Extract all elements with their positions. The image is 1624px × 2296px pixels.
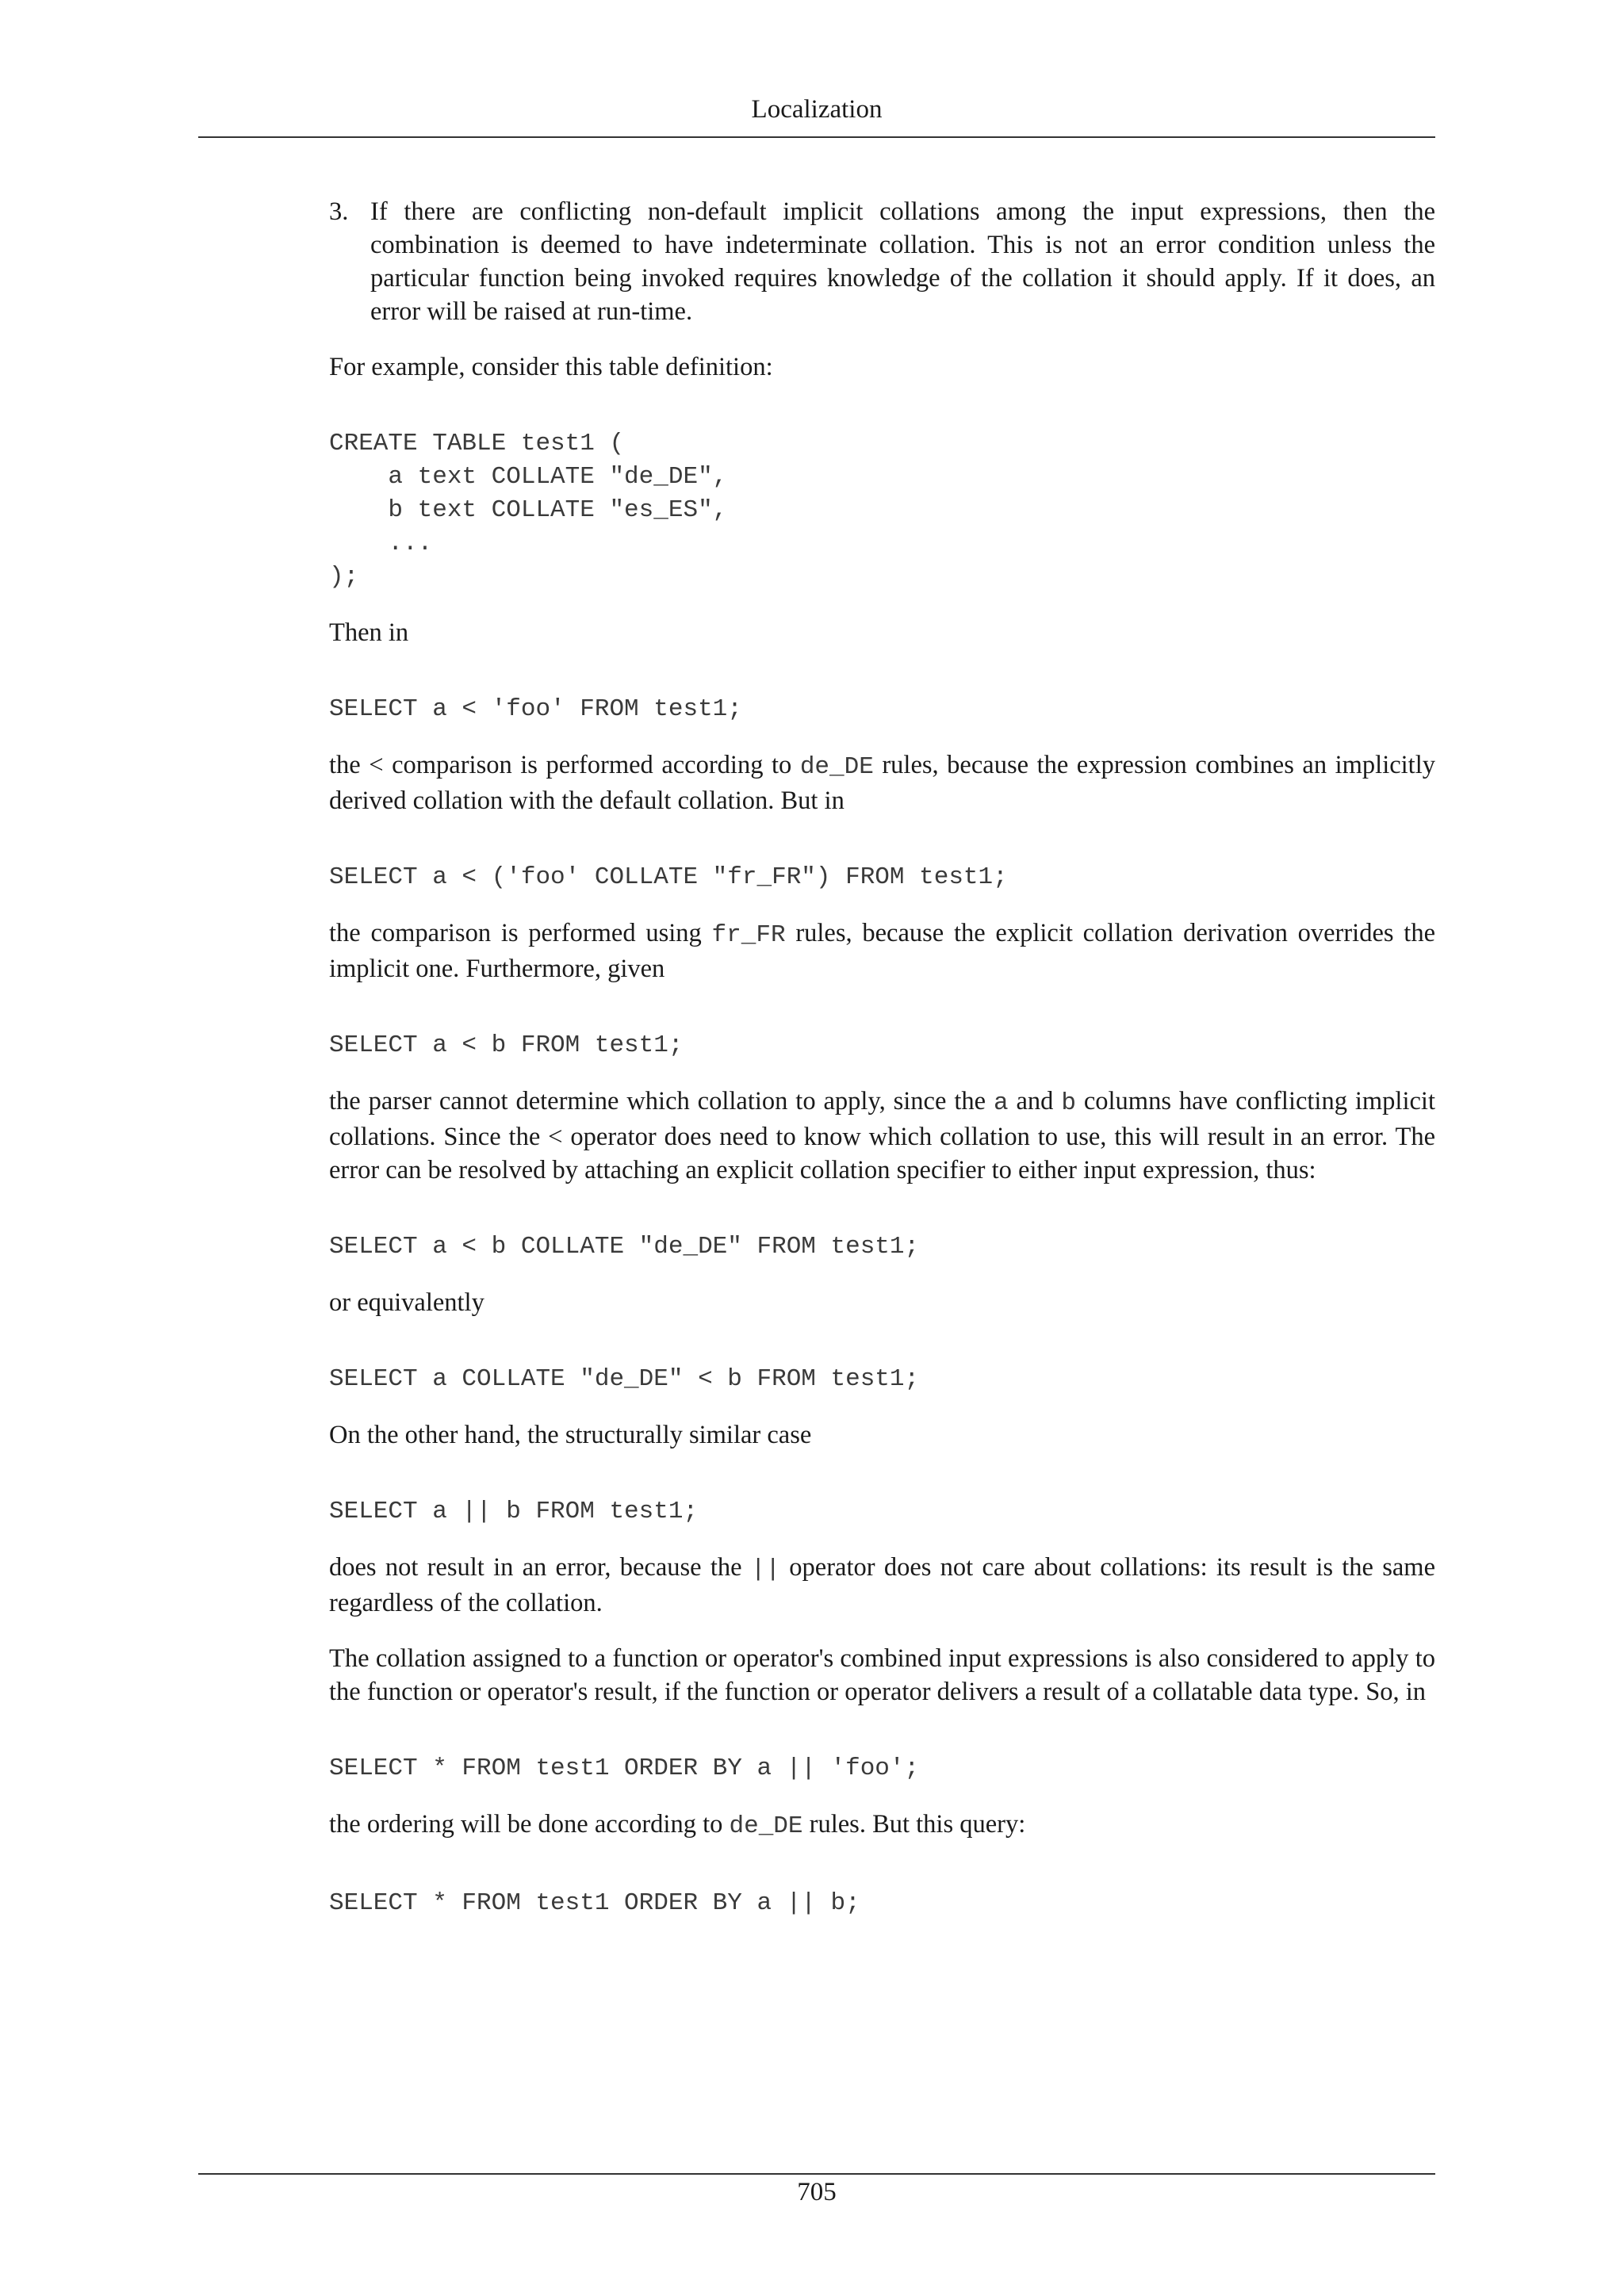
- code-block-select-concat: SELECT a || b FROM test1;: [329, 1498, 699, 1525]
- paragraph-then-in: Then in: [329, 618, 409, 647]
- code-block-select-a-collate: SELECT a COLLATE "de_DE" < b FROM test1;: [329, 1365, 920, 1393]
- code-block-select-foo-collate: SELECT a < ('foo' COLLATE "fr_FR") FROM test1;: [329, 863, 1008, 891]
- header-rule: [198, 136, 1435, 138]
- list-item-text: If there are conflicting non-default implicit collations among the input expressions, then the combination is deemed to have indeterminate collation. This is not an error condition unless the particular function being invoked requires knowledge of the collation it should apply. If it does, an error will be raised at run-time.: [370, 197, 1435, 326]
- inline-code-fr-fr: fr_FR: [711, 921, 786, 949]
- list-item-3: [329, 195, 1435, 328]
- running-header-title: Localization: [751, 95, 883, 124]
- paragraph-no-error: does not result in an error, because the || operator does not care about collations: its result is the same regardless of the collation.: [329, 1553, 1435, 1617]
- page-number: 705: [797, 2178, 837, 2206]
- paragraph-comparison-fr-fr: the comparison is performed using fr_FR rules, because the explicit collation derivation overrides the implicit one. Furthermore, given: [329, 919, 1435, 983]
- code-block-select-foo: SELECT a < 'foo' FROM test1;: [329, 695, 742, 723]
- inline-code-b: b: [1061, 1089, 1076, 1117]
- paragraph-or-equivalently: or equivalently: [329, 1288, 485, 1317]
- footer-rule: [198, 2173, 1435, 2175]
- inline-code-de-de-ordering: de_DE: [729, 1812, 803, 1840]
- paragraph-comparison-de-de: the < comparison is performed according to de_DE rules, because the expression combines an implicitly derived collation with the default collation. But in: [329, 751, 1435, 815]
- code-block-select-a-lt-b: SELECT a < b FROM test1;: [329, 1031, 684, 1059]
- page-body: [329, 195, 1435, 1920]
- paragraph-ordering: the ordering will be done according to de_DE rules. But this query:: [329, 1810, 1026, 1840]
- paragraph-collation-assigned: The collation assigned to a function or operator's combined input expressions is also considered to apply to the function or operator's result, if the function or operator delivers a result of a collatable data type. So, in: [329, 1644, 1435, 1706]
- inline-code-de-de: de_DE: [799, 753, 874, 781]
- paragraph-other-hand: On the other hand, the structurally similar case: [329, 1421, 812, 1449]
- paragraph-parser-conflict: the parser cannot determine which collation to apply, since the a and b columns have conflicting implicit collations. Since the < operator does need to know which collation to use, this will result in an error. The error can be resolved by attaching an explicit collation specifier to either input expression, thus:: [329, 1087, 1435, 1184]
- list-item-number: 3.: [329, 197, 349, 226]
- inline-code-a: a: [993, 1089, 1009, 1117]
- code-block-select-b-collate: SELECT a < b COLLATE "de_DE" FROM test1;: [329, 1233, 920, 1261]
- inline-code-concat-operator: ||: [750, 1556, 781, 1583]
- code-block-order-b: SELECT * FROM test1 ORDER BY a || b;: [329, 1889, 860, 1917]
- paragraph-example-intro: For example, consider this table definition:: [329, 353, 773, 381]
- code-block-order-foo: SELECT * FROM test1 ORDER BY a || 'foo';: [329, 1755, 920, 1782]
- code-block-create-table: CREATE TABLE test1 ( a text COLLATE "de_DE", b text COLLATE "es_ES", ... );: [329, 430, 728, 591]
